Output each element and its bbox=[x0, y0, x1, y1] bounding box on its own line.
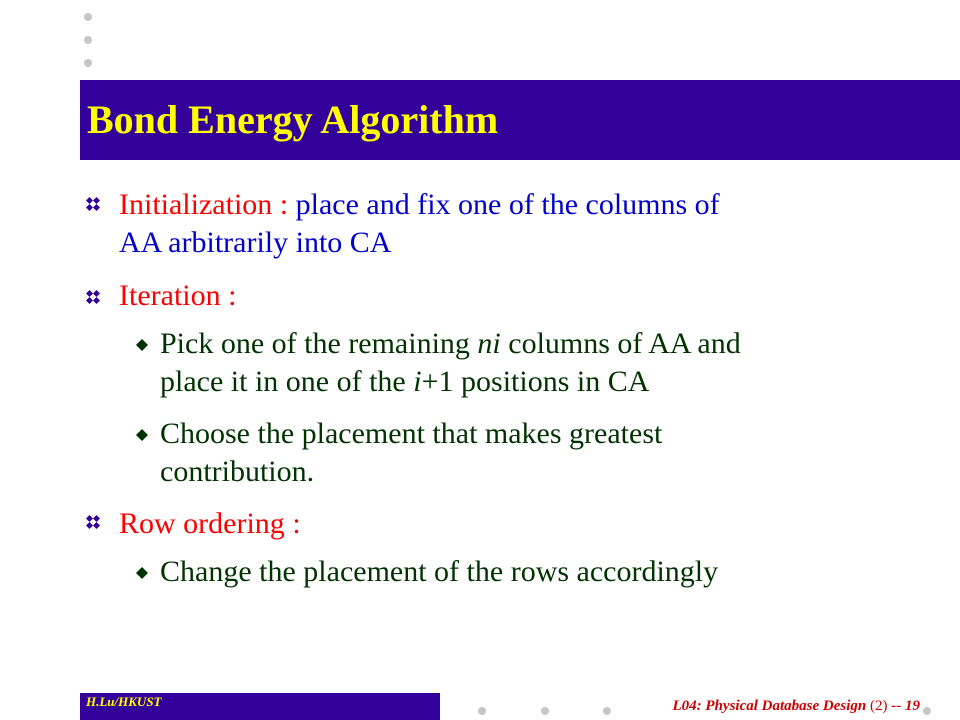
bullet-row-ordering bbox=[119, 505, 301, 543]
footer-lecture: L04: Physical Database Design bbox=[672, 698, 870, 714]
sub-bullet-italic: i bbox=[413, 365, 422, 398]
sub-bullet-text: Pick one of the remaining bbox=[160, 327, 478, 360]
diamond-icon bbox=[136, 339, 148, 351]
decorative-dot bbox=[923, 707, 931, 715]
sub-bullet-text: place it in one of the bbox=[160, 365, 414, 398]
bullet-label: Iteration bbox=[119, 279, 221, 312]
sub-bullet-pick bbox=[160, 325, 741, 363]
diamond-quad-icon bbox=[86, 197, 100, 211]
diamond-icon bbox=[136, 429, 148, 441]
footer-author: H.Lu/HKUST bbox=[86, 694, 162, 709]
decorative-dot bbox=[478, 707, 486, 715]
sub-bullet-change: Change the placement of the rows accordingly bbox=[160, 555, 719, 588]
bullet-initialization bbox=[119, 186, 720, 224]
slide-title: Bond Energy Algorithm bbox=[87, 97, 499, 142]
sub-bullet-text: +1 positions in CA bbox=[421, 365, 650, 398]
sub-bullet-italic: ni bbox=[477, 327, 501, 360]
sub-bullet-choose-continuation: contribution. bbox=[160, 455, 315, 488]
footer-page: -- 19 bbox=[887, 698, 920, 714]
decorative-dot bbox=[84, 36, 92, 44]
footer-slide-info bbox=[673, 697, 920, 715]
sub-bullet-pick-continuation bbox=[160, 363, 649, 401]
diamond-quad-icon bbox=[86, 515, 100, 529]
bullet-colon: : bbox=[220, 279, 237, 312]
decorative-dot bbox=[603, 707, 611, 715]
sub-bullet-choose: Choose the placement that makes greatest bbox=[160, 417, 663, 450]
bullet-text-continuation: AA arbitrarily into CA bbox=[119, 226, 392, 259]
decorative-dot bbox=[541, 707, 549, 715]
decorative-dot bbox=[84, 13, 92, 21]
diamond-quad-icon bbox=[86, 290, 100, 304]
footer-part: (2) bbox=[870, 698, 888, 714]
bullet-label: Row ordering bbox=[119, 507, 285, 540]
bullet-label: Initialization bbox=[119, 188, 273, 221]
bullet-colon: : bbox=[272, 188, 289, 221]
decorative-dot bbox=[84, 59, 92, 67]
sub-bullet-text: columns of AA and bbox=[500, 327, 741, 360]
bullet-text: place and fix one of the columns of bbox=[288, 188, 720, 221]
bullet-iteration bbox=[119, 277, 236, 315]
diamond-icon bbox=[136, 567, 148, 579]
bullet-colon: : bbox=[284, 507, 301, 540]
